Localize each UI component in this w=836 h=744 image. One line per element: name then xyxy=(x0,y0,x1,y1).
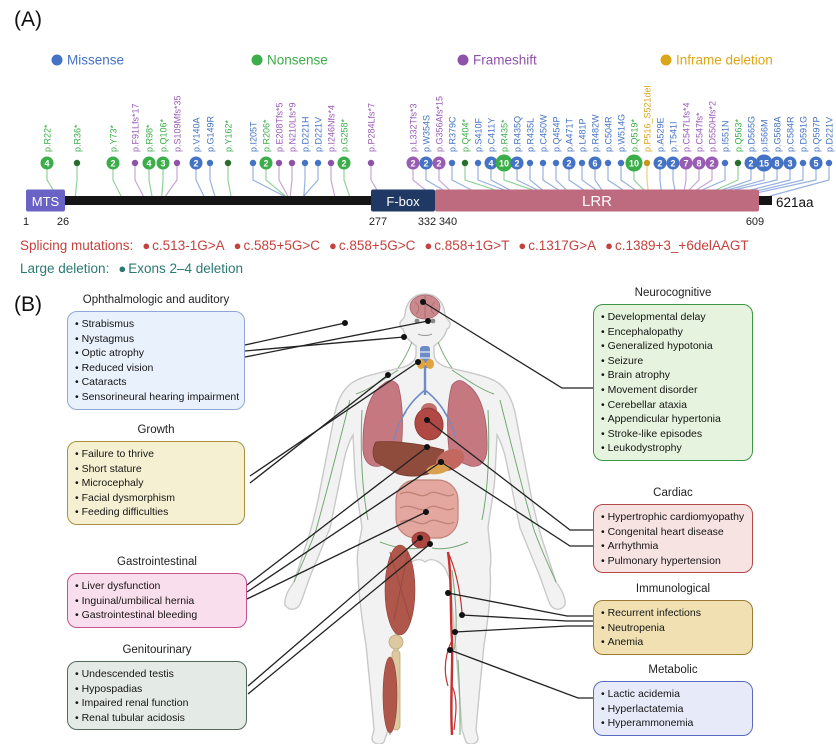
legend-label: Missense xyxy=(67,52,125,68)
mutation-label: p.R435Q xyxy=(512,115,523,152)
callout-dot xyxy=(425,318,431,324)
mutation-label: p.Q404* xyxy=(460,118,471,152)
mutation-label: p.G258* xyxy=(339,118,350,152)
mutation-label: p.G356Afs*15 xyxy=(434,95,445,152)
phenotype-item: • Inguinal/umbilical hernia xyxy=(75,594,239,609)
mutation-label: p.L332Tfs*3 xyxy=(408,103,419,152)
mutation-count: 2 xyxy=(341,158,347,169)
variant-item: ● c.1389+3_+6delAAGT xyxy=(605,238,749,253)
mutation-dot xyxy=(475,160,481,166)
phenotype-title-ophtho: Ophthalmologic and auditory xyxy=(82,294,230,306)
mutation-count: 2 xyxy=(410,158,416,169)
mutation-stem xyxy=(228,166,231,196)
legend-item xyxy=(52,53,125,68)
legend-dot xyxy=(252,55,263,66)
brain xyxy=(410,295,440,319)
axis-tick: 332 xyxy=(417,216,437,228)
phenotype-title-growth: Growth xyxy=(137,424,175,436)
phenotype-item: • Congenital heart disease xyxy=(601,525,745,540)
phenotype-item: • Failure to thrive xyxy=(75,447,237,462)
mutation-count: 6 xyxy=(592,158,598,169)
mutation-label: p.R36* xyxy=(72,124,83,152)
mutation-label: p.R435L xyxy=(525,117,536,152)
phenotype-box-neuro xyxy=(593,304,753,461)
intestines xyxy=(396,480,458,538)
mutation-dot xyxy=(449,160,455,166)
mutation-dot xyxy=(579,160,585,166)
phenotype-box-immuno xyxy=(593,600,753,655)
mutation-label: p.W354S xyxy=(421,114,432,152)
mutation-count: 3 xyxy=(787,158,793,169)
mutation-dot xyxy=(644,160,650,166)
phenotype-item: • Neutropenia xyxy=(601,621,745,636)
domain-label: MTS xyxy=(31,194,60,209)
callout-dot xyxy=(417,535,423,541)
mutation-label: p.F91Lfs*17 xyxy=(130,103,141,152)
phenotype-item: • Hypertrophic cardiomyopathy xyxy=(601,510,745,525)
variant-item: ● c.858+1G>T xyxy=(424,238,510,253)
mutation-dot xyxy=(225,160,231,166)
mutation-stem xyxy=(196,170,204,197)
mutation-label: p.Y162* xyxy=(223,119,234,152)
variant-item: ● c.585+5G>C xyxy=(233,238,321,253)
phenotype-item: • Hypospadias xyxy=(75,682,239,697)
panel-a-label: (A) xyxy=(14,8,42,31)
mutation-dot xyxy=(605,160,611,166)
phenotype-title-gu: Genitourinary xyxy=(122,644,192,656)
phenotype-item: • Cataracts xyxy=(75,375,237,390)
mutation-stem xyxy=(304,166,318,196)
mutation-dot xyxy=(207,160,213,166)
phenotype-item: • Renal tubular acidosis xyxy=(75,711,239,726)
mutation-count: 4 xyxy=(488,158,494,169)
mutation-stem xyxy=(331,166,335,196)
callout-dot xyxy=(424,444,430,450)
mutation-count: 5 xyxy=(813,158,819,169)
mutation-label: p.Q563* xyxy=(733,118,744,152)
phenotype-item: • Sensorineural hearing impairment xyxy=(75,390,237,405)
mutation-label: p.C411Y xyxy=(486,117,497,152)
variant-dot: ● xyxy=(518,238,527,253)
variant-item: ● c.858+5G>C xyxy=(329,238,416,253)
mutation-label: p.R482W xyxy=(590,114,601,152)
mutation-label: p.D565G xyxy=(746,115,757,152)
mutation-label: p.T541I xyxy=(668,121,679,152)
phenotype-item: • Hyperlactatemia xyxy=(601,702,745,717)
mutation-count: 4 xyxy=(146,158,152,169)
phenotype-item: • Lactic acidemia xyxy=(601,687,745,702)
mutation-stem xyxy=(113,170,121,197)
variant-dot: ● xyxy=(605,238,613,253)
mutation-count: 2 xyxy=(748,158,754,169)
phenotype-box-cardiac xyxy=(593,504,753,573)
axis-tick: 277 xyxy=(368,216,388,228)
phenotype-item: • Recurrent infections xyxy=(601,606,745,621)
mutation-count: 15 xyxy=(758,158,770,169)
variant-dot: ● xyxy=(118,261,127,276)
mutation-label: p.A471T xyxy=(564,117,575,152)
phenotype-item: • Brain atrophy xyxy=(601,368,745,383)
mutation-count: 2 xyxy=(436,158,442,169)
mutation-label: p.R435* xyxy=(499,119,510,152)
mutation-dot xyxy=(368,160,374,166)
mutation-label: p.C547Lfs*4 xyxy=(681,102,692,152)
phenotype-box-gu xyxy=(67,661,247,730)
callout-dot xyxy=(427,541,433,547)
mutation-label: p.D221V xyxy=(313,116,324,152)
variant-item: ● c.513-1G>A xyxy=(142,238,225,253)
mutation-label: p.N210Lfs*9 xyxy=(287,102,298,152)
phenotype-box-ophtho xyxy=(67,311,245,410)
mutation-count: 2 xyxy=(709,158,715,169)
phenotype-item: • Leukodystrophy xyxy=(601,441,745,456)
phenotype-title-metabolic: Metabolic xyxy=(648,664,698,676)
mutation-dot xyxy=(302,160,308,166)
phenotype-item: • Hyperammonemia xyxy=(601,716,745,731)
row-label: Splicing mutations: xyxy=(20,238,134,253)
mutation-dot xyxy=(618,160,624,166)
axis-tick: 340 xyxy=(438,216,458,228)
phenotype-item: • Short stature xyxy=(75,462,237,477)
domain-label: LRR xyxy=(581,193,613,210)
phenotype-item: • Movement disorder xyxy=(601,383,745,398)
mutation-stem xyxy=(135,166,143,196)
mutation-dot xyxy=(289,160,295,166)
mutation-dot xyxy=(735,160,741,166)
axis-tick: 26 xyxy=(56,216,70,228)
phenotype-item: • Encephalopathy xyxy=(601,325,745,340)
variant-dot: ● xyxy=(329,238,337,253)
mutation-label: p.I205T xyxy=(248,121,259,152)
mutation-dot xyxy=(826,160,832,166)
mutation-stem xyxy=(210,166,215,196)
mutation-label: p.S410F xyxy=(473,117,484,152)
phenotype-item: • Anemia xyxy=(601,635,745,650)
mutation-label: p.Q519* xyxy=(629,118,640,152)
legend-label: Frameshift xyxy=(473,52,537,68)
callout-dot xyxy=(415,359,421,365)
mutation-count: 10 xyxy=(498,158,510,169)
callout-dot xyxy=(445,590,451,596)
callout-dot xyxy=(438,459,444,465)
mutation-dot xyxy=(462,160,468,166)
phenotype-title-neuro: Neurocognitive xyxy=(634,287,712,299)
mutation-dot xyxy=(74,160,80,166)
mutation-label: p.D591G xyxy=(798,115,809,152)
row-label: Large deletion: xyxy=(20,261,110,276)
mutation-dot xyxy=(276,160,282,166)
phenotype-item: • Reduced vision xyxy=(75,361,237,376)
phenotype-item: • Facial dysmorphism xyxy=(75,491,237,506)
mutation-count: 7 xyxy=(683,158,689,169)
mutation-count: 10 xyxy=(628,158,640,169)
mutation-label: p.I551N xyxy=(720,120,731,152)
phenotype-item: • Gastrointestinal bleeding xyxy=(75,608,239,623)
mutation-dot xyxy=(527,160,533,166)
mutation-stem xyxy=(75,166,77,196)
mutation-count: 2 xyxy=(423,158,429,169)
phenotype-item: • Cerebellar ataxia xyxy=(601,398,745,413)
mutation-label: p.Q454P xyxy=(551,116,562,152)
mutation-count: 2 xyxy=(566,158,572,169)
mutation-label: p.R98* xyxy=(144,124,155,152)
mutation-label: p.D221H xyxy=(300,116,311,152)
axis-tick: 1 xyxy=(22,216,30,228)
legend-label: Nonsense xyxy=(267,52,328,68)
mutation-label: p.S109Mfs*35 xyxy=(172,95,183,152)
mutation-label: p.D221V xyxy=(824,116,835,152)
phenotype-item: • Feeding difficulties xyxy=(75,505,237,520)
phenotype-item: • Developmental delay xyxy=(601,310,745,325)
phenotype-box-gi xyxy=(67,573,247,628)
mutation-label: p.D550Hfs*2 xyxy=(707,100,718,152)
mutation-stem xyxy=(290,166,292,196)
mutation-count: 2 xyxy=(263,158,269,169)
protein-length-label: 621aa xyxy=(776,195,814,210)
phenotype-box-growth xyxy=(67,441,245,525)
mutation-label: p.G568A xyxy=(772,116,783,152)
large-deletion-row xyxy=(20,261,243,276)
phenotype-item: • Impaired renal function xyxy=(75,696,239,711)
mutation-label: p.E208Tfs*5 xyxy=(274,102,285,152)
callout-dot xyxy=(459,612,465,618)
mutation-label: p.C504R xyxy=(603,116,614,152)
protein-lollipop-plot xyxy=(0,0,836,232)
mutation-label: p.C584R xyxy=(785,116,796,152)
domain-label: F-box xyxy=(386,194,420,209)
mutation-count: 2 xyxy=(670,158,676,169)
mutation-stem xyxy=(162,170,163,197)
legend-item xyxy=(252,53,328,68)
mutation-count: 3 xyxy=(160,158,166,169)
mutation-label: p.P516_S521del xyxy=(642,85,653,152)
legend-dot xyxy=(458,55,469,66)
phenotype-title-immuno: Immunological xyxy=(635,583,711,595)
mutation-dot xyxy=(540,160,546,166)
mutation-stem xyxy=(166,166,177,196)
mutation-label: p.Q106* xyxy=(158,118,169,152)
mutation-label: p.C547fs* xyxy=(694,112,705,152)
phenotype-item: • Strabismus xyxy=(75,317,237,332)
mutation-count: 8 xyxy=(774,158,780,169)
mutation-dot xyxy=(328,160,334,166)
mutation-label: p.L481P xyxy=(577,118,588,152)
legend-item xyxy=(458,53,538,68)
phenotype-item: • Optic atrophy xyxy=(75,346,237,361)
mutation-stem xyxy=(149,170,152,197)
phenotype-item: • Generalized hypotonia xyxy=(601,339,745,354)
callout-dot xyxy=(452,629,458,635)
mutation-count: 4 xyxy=(44,158,50,169)
legend-label: Inframe deletion xyxy=(676,52,773,68)
mutation-label: p.I246Nfs*4 xyxy=(326,104,337,152)
phenotype-item: • Appendicular hypertonia xyxy=(601,412,745,427)
mutation-stem xyxy=(344,170,350,197)
mutation-dot xyxy=(800,160,806,166)
callout-line xyxy=(245,323,345,345)
callout-dot xyxy=(420,299,426,305)
phenotype-item: • Pulmonary hypertension xyxy=(601,554,745,569)
phenotype-item: • Stroke-like episodes xyxy=(601,427,745,442)
mutation-label: p.C450W xyxy=(538,114,549,152)
phenotype-panel xyxy=(0,287,836,744)
phenotype-title-gi: Gastrointestinal xyxy=(117,556,197,568)
mutation-label: p.Q597P xyxy=(811,116,822,152)
legend-dot xyxy=(661,55,672,66)
splicing-mutations-row xyxy=(20,238,749,253)
variant-item: ● c.1317G>A xyxy=(518,238,597,253)
mutation-dot xyxy=(132,160,138,166)
phenotype-box-metabolic xyxy=(593,681,753,736)
mutation-label: p.G149R xyxy=(205,115,216,152)
mutation-label: p.V140A xyxy=(191,117,202,152)
mutation-label: p.R206* xyxy=(261,119,272,152)
mutation-dot xyxy=(250,160,256,166)
mutation-count: 2 xyxy=(514,158,520,169)
panel-b-label: (B) xyxy=(14,293,42,316)
legend-dot xyxy=(52,55,63,66)
mutation-dot xyxy=(174,160,180,166)
variant-dot: ● xyxy=(424,238,433,253)
mutation-label: p.A529E xyxy=(655,117,666,152)
callout-dot xyxy=(424,417,430,423)
variant-item: ● Exons 2–4 deletion xyxy=(118,261,244,276)
mutation-count: 2 xyxy=(110,158,116,169)
mutation-count: 8 xyxy=(696,158,702,169)
phenotype-item: • Nystagmus xyxy=(75,332,237,347)
callout-dot xyxy=(342,320,348,326)
mutation-stem xyxy=(304,166,305,196)
mutation-label: p.Y73* xyxy=(108,124,119,152)
variant-dot: ● xyxy=(233,238,242,253)
mutation-label: p.P284Lfs*7 xyxy=(366,102,377,152)
mutation-count: 2 xyxy=(193,158,199,169)
axis-tick: 609 xyxy=(745,216,765,228)
phenotype-item: • Liver dysfunction xyxy=(75,579,239,594)
phenotype-item: • Seizure xyxy=(601,354,745,369)
callout-dot xyxy=(401,334,407,340)
phenotype-item: • Arrhythmia xyxy=(601,539,745,554)
mutation-label: p.I566M xyxy=(759,119,770,152)
mutation-label: p.R379C xyxy=(447,116,458,152)
mutation-dot xyxy=(553,160,559,166)
mutation-count: 2 xyxy=(657,158,663,169)
legend-item xyxy=(661,53,773,68)
phenotype-item: • Microcephaly xyxy=(75,476,237,491)
phenotype-title-cardiac: Cardiac xyxy=(653,487,693,499)
callout-dot xyxy=(385,372,391,378)
mutation-dot xyxy=(315,160,321,166)
mutation-dot xyxy=(722,160,728,166)
mutation-label: p.W514G xyxy=(616,113,627,152)
callout-dot xyxy=(447,647,453,653)
callout-dot xyxy=(423,509,429,515)
mutation-label: p.R22* xyxy=(42,124,53,152)
phenotype-item: • Undescended testis xyxy=(75,667,239,682)
variant-dot: ● xyxy=(142,238,151,253)
